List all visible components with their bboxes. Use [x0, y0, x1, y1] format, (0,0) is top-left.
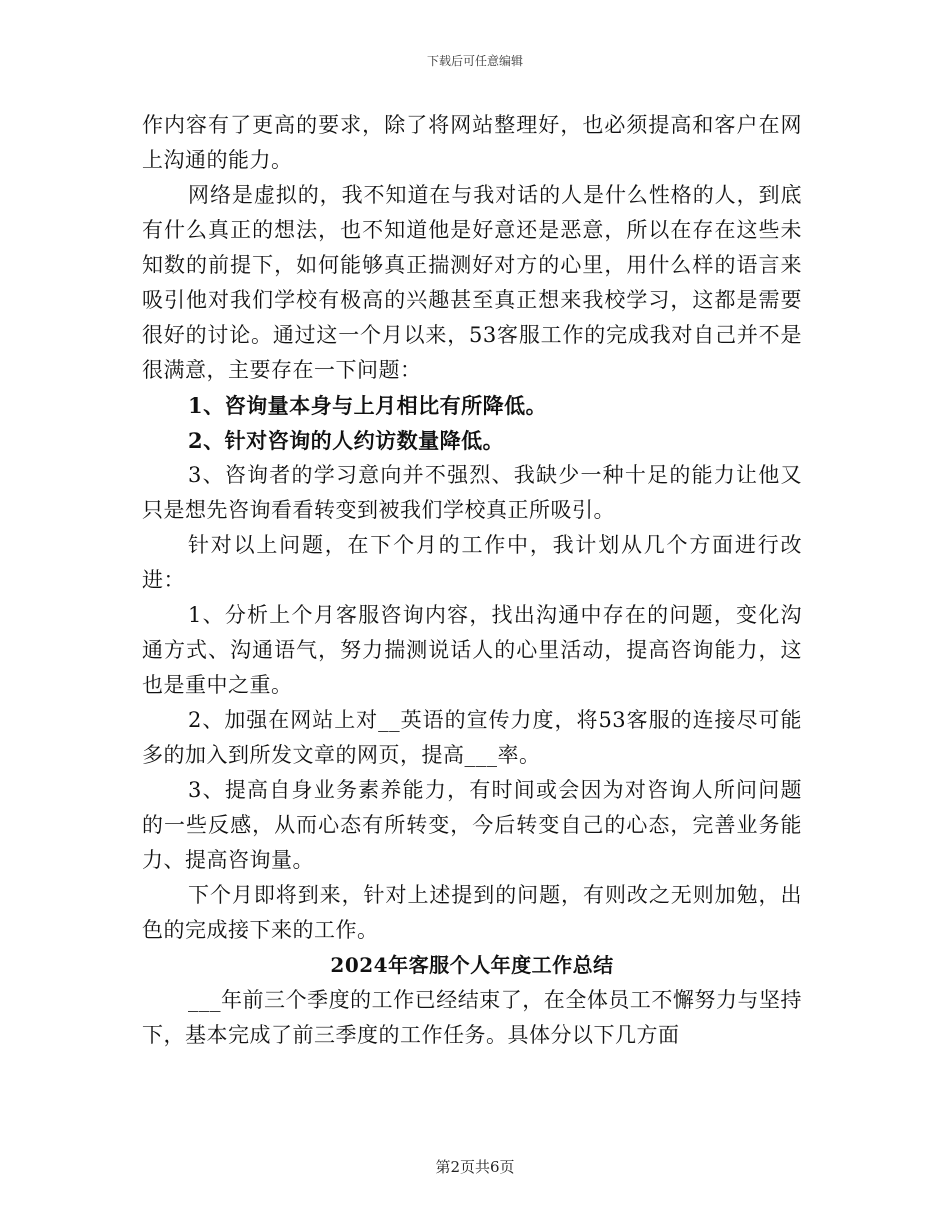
list-item: 3、咨询者的学习意向并不强烈、我缺少一种十足的能力让他又只是想先咨询看看转变到被我们学校真正所吸引。 — [142, 463, 802, 522]
list-item: 1、咨询量本身与上月相比有所降低。 — [188, 393, 548, 418]
paragraph: 网络是虚拟的，我不知道在与我对话的人是什么性格的人，到底有什么真正的想法，也不知道他是好意还是恶意，所以在存在这些未知数的前提下，如何能够真正揣测好对方的心里，用什么样的语言来吸引他对我们学校有极高的兴趣甚至真正想来我校学习，这都是需要很好的讨论。通过这一个月以来，53客服工作的完成我对自己并不是很满意，主要存在一下问题： — [142, 183, 802, 382]
paragraph: 作内容有了更高的要求，除了将网站整理好，也必须提高和客户在网上沟通的能力。 — [142, 113, 802, 172]
document-body — [142, 108, 802, 1053]
list-item: 2、针对咨询的人约访数量降低。 — [188, 428, 505, 453]
paragraph: 下个月即将到来，针对上述提到的问题，有则改之无则加勉，出色的完成接下来的工作。 — [142, 883, 802, 942]
list-item: 1、分析上个月客服咨询内容，找出沟通中存在的问题，变化沟通方式、沟通语气，努力揣测说话人的心里活动，提高咨询能力，这也是重中之重。 — [142, 603, 802, 697]
list-item: 3、提高自身业务素养能力，有时间或会因为对咨询人所问问题的一些反感，从而心态有所转变，今后转变自己的心态，完善业务能力、提高咨询量。 — [142, 778, 802, 872]
section-title: 2024年客服个人年度工作总结 — [330, 953, 614, 977]
list-item: 2、加强在网站上对__英语的宣传力度，将53客服的连接尽可能多的加入到所发文章的网页，提高___率。 — [142, 708, 802, 767]
paragraph: 针对以上问题，在下个月的工作中，我计划从几个方面进行改进： — [142, 533, 802, 592]
page-header: 下载后可任意编辑 — [426, 54, 523, 68]
paragraph: ___年前三个季度的工作已经结束了，在全体员工不懈努力与坚持下，基本完成了前三季度的工作任务。具体分以下几方面 — [142, 988, 802, 1047]
page-footer: 第2页共6页 — [435, 1158, 515, 1176]
